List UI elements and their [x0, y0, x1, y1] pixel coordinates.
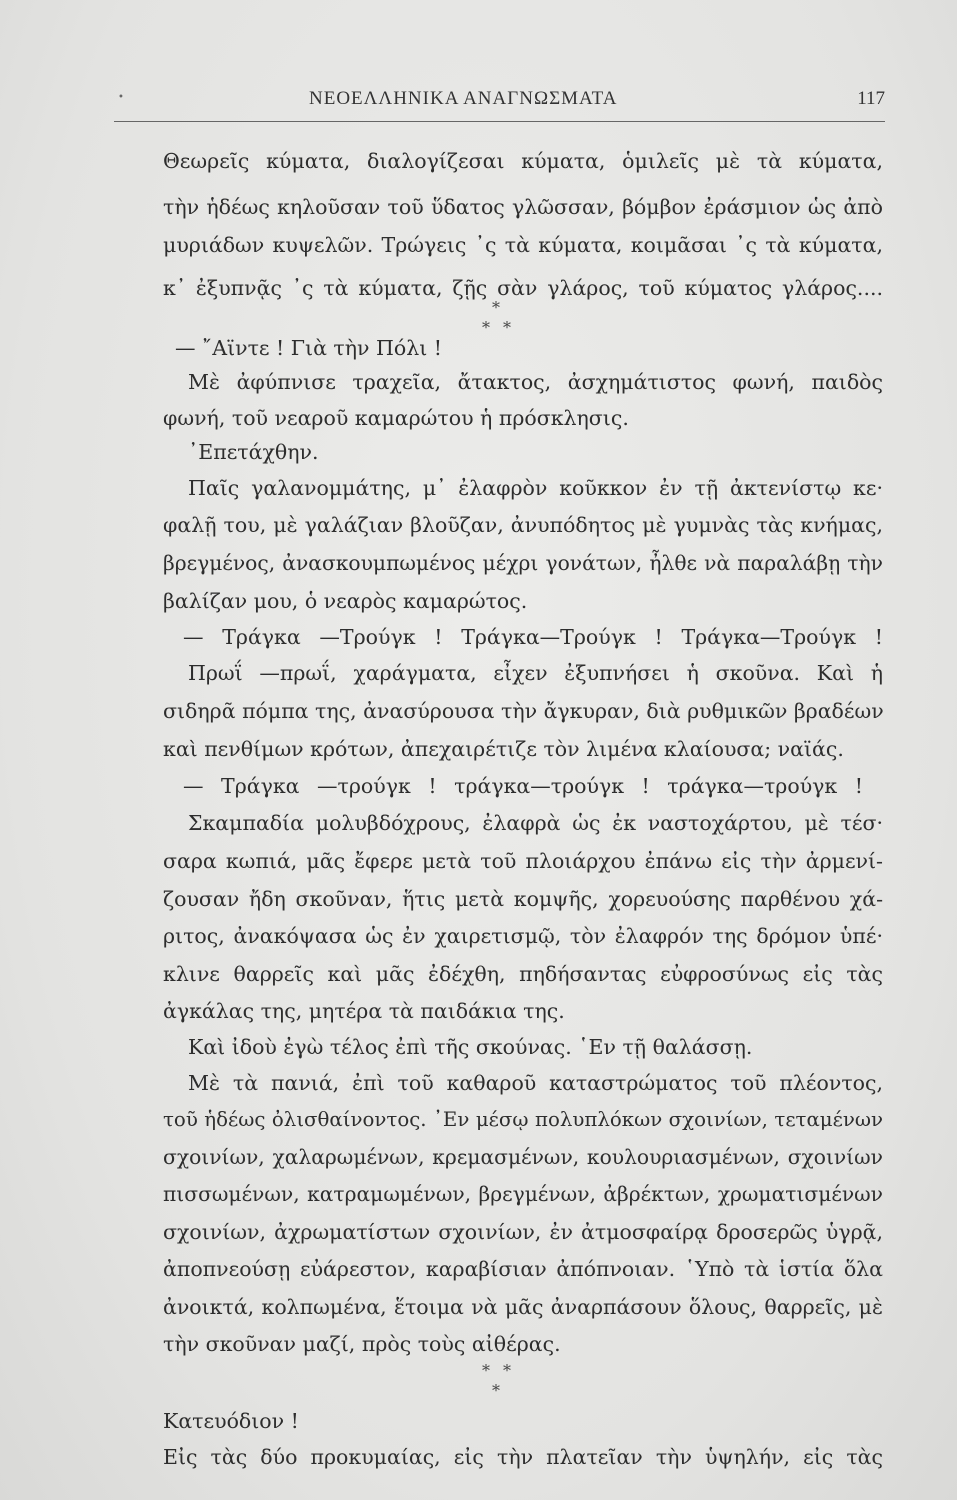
text-line: ἀγκάλας της, μητέρα τὰ παιδάκια της. [163, 999, 565, 1023]
text-line: Εἰς τὰς δύο προκυμαίας, εἰς τὴν πλατεῖαν τὴν ὑψηλήν, εἰς τὰς [163, 1445, 883, 1469]
text-line: βρεγμένος, ἀνασκουμπωμένος μέχρι γονάτων, ἦλθε νὰ παραλάβῃ τὴν [163, 551, 883, 575]
text-line: σχοινίων, ἀχρωματίστων σχοινίων, ἐν ἀτμοσφαίρᾳ δροσερῶς ὑγρᾷ, [163, 1220, 883, 1244]
page-number: 117 [857, 88, 885, 109]
text-line: κλινε θαρρεῖς καὶ μᾶς ἐδέχθη, πηδήσαντας εὐφροσύνως εἰς τὰς [163, 962, 883, 986]
text-line: ζουσαν ἤδη σκοῦναν, ἥτις μετὰ κομψῆς, χορευούσης παρθένου χά- [163, 887, 883, 911]
text-line: μυριάδων κυψελῶν. Τρώγεις ᾿ς τὰ κύματα, κοιμᾶσαι ᾿ς τὰ κύματα, [163, 233, 883, 257]
text-line: σιδηρᾶ πόμπα της, ἀνασύρουσα τὴν ἄγκυραν, διὰ ρυθμικῶν βραδέων [163, 699, 884, 723]
margin-dot: • [118, 92, 124, 103]
text-line: — Τράγκα —Τρούγκ ! Τράγκα—Τρούγκ ! Τράγκα—Τρούγκ ! [183, 625, 883, 649]
text-line: βαλίζαν μου, ὁ νεαρὸς καμαρώτος. [163, 589, 528, 613]
text-line: φαλῇ του, μὲ γαλάζιαν βλοῦζαν, ἀνυπόδητος μὲ γυμνὰς τὰς κνήμας, [163, 513, 883, 537]
header-rule [114, 121, 885, 122]
text-line: τοῦ ἡδέως ὀλισθαίνοντος. ᾿Εν μέσῳ πολυπλόκων σχοινίων, τεταμένων [163, 1108, 883, 1131]
section-star: * [503, 318, 511, 337]
section-star: * [482, 1361, 490, 1380]
text-line: ᾿Επετάχθην. [188, 440, 319, 464]
text-line: Παῖς γαλανομμάτης, μ᾿ ἐλαφρὸν κοῦκκον ἐν τῇ ἀκτενίστῳ κε· [188, 476, 883, 500]
running-header-title: ΝΕΟΕΛΛΗΝΙΚΑ ΑΝΑΓΝΩΣΜΑΤΑ [309, 88, 618, 109]
section-star: * [482, 318, 490, 337]
section-star: * [492, 1381, 500, 1400]
text-line: πισσωμένων, κατραμωμένων, βρεγμένων, ἀβρέκτων, χρωματισμένων [163, 1182, 883, 1206]
text-line: Μὲ τὰ πανιά, ἐπὶ τοῦ καθαροῦ καταστρώματος τοῦ πλέοντος, [188, 1071, 883, 1095]
text-line: Κατευόδιον ! [163, 1409, 299, 1433]
text-line: — ῎Αϊντε ! Γιὰ τὴν Πόλι ! [175, 336, 443, 360]
text-line: καὶ πενθίμων κρότων, ἀπεχαιρέτιζε τὸν λιμένα κλαίουσα; ναϊάς. [163, 737, 844, 761]
text-line: τὴν σκοῦναν μαζί, πρὸς τοὺς αἰθέρας. [163, 1332, 561, 1356]
text-line: ἀποπνεούσῃ εὐάρεστον, καραβίσιαν ἀπόπνοιαν. ῾Υπὸ τὰ ἱστία ὅλα [163, 1257, 883, 1281]
text-line: Μὲ ἀφύπνισε τραχεῖα, ἄτακτος, ἀσχημάτιστος φωνή, παιδὸς [188, 370, 883, 394]
text-line: ἀνοικτά, κολπωμένα, ἕτοιμα νὰ μᾶς ἀναρπάσουν ὅλους, θαρρεῖς, μὲ [163, 1295, 883, 1319]
text-line: Καὶ ἰδοὺ ἐγὼ τέλος ἐπὶ τῆς σκούνας. ῾Εν τῇ θαλάσσῃ. [188, 1035, 753, 1059]
section-star: * [492, 298, 500, 317]
text-line: Σκαμπαδία μολυβδόχρους, ἐλαφρὰ ὡς ἐκ ναστοχάρτου, μὲ τέσ· [188, 811, 883, 835]
text-line: τὴν ἡδέως κηλοῦσαν τοῦ ὕδατος γλῶσσαν, βόμβον ἐράσμιον ὡς ἀπὸ [163, 195, 883, 219]
text-line: σαρα κωπιά, μᾶς ἔφερε μετὰ τοῦ πλοιάρχου ἐπάνω εἰς τὴν ἀρμενί- [163, 849, 883, 873]
text-line: — Τράγκα —τρούγκ ! τράγκα—τρούγκ ! τράγκα—τρούγκ ! [183, 774, 863, 798]
text-line: φωνή, τοῦ νεαροῦ καμαρώτου ἡ πρόσκλησις. [163, 406, 629, 430]
text-line: σχοινίων, χαλαρωμένων, κρεμασμένων, κουλουριασμένων, σχοινίων [163, 1145, 883, 1169]
text-line: ριτος, ἀνακόψασα ὡς ἐν χαιρετισμῷ, τὸν ἐλαφρόν της δρόμον ὑπέ· [163, 924, 883, 948]
text-line: Πρωΐ —πρωΐ, χαράγματα, εἶχεν ἐξυπνήσει ἡ σκοῦνα. Καὶ ἡ [188, 661, 883, 685]
text-line: Θεωρεῖς κύματα, διαλογίζεσαι κύματα, ὁμιλεῖς μὲ τὰ κύματα, [163, 149, 883, 173]
text-line: κ᾿ ἐξυπνᾷς ᾿ς τὰ κύματα, ζῇς σὰν γλάρος, τοῦ κύματος γλάρος.... [163, 276, 883, 300]
running-header [163, 88, 883, 118]
section-star: * [503, 1361, 511, 1380]
